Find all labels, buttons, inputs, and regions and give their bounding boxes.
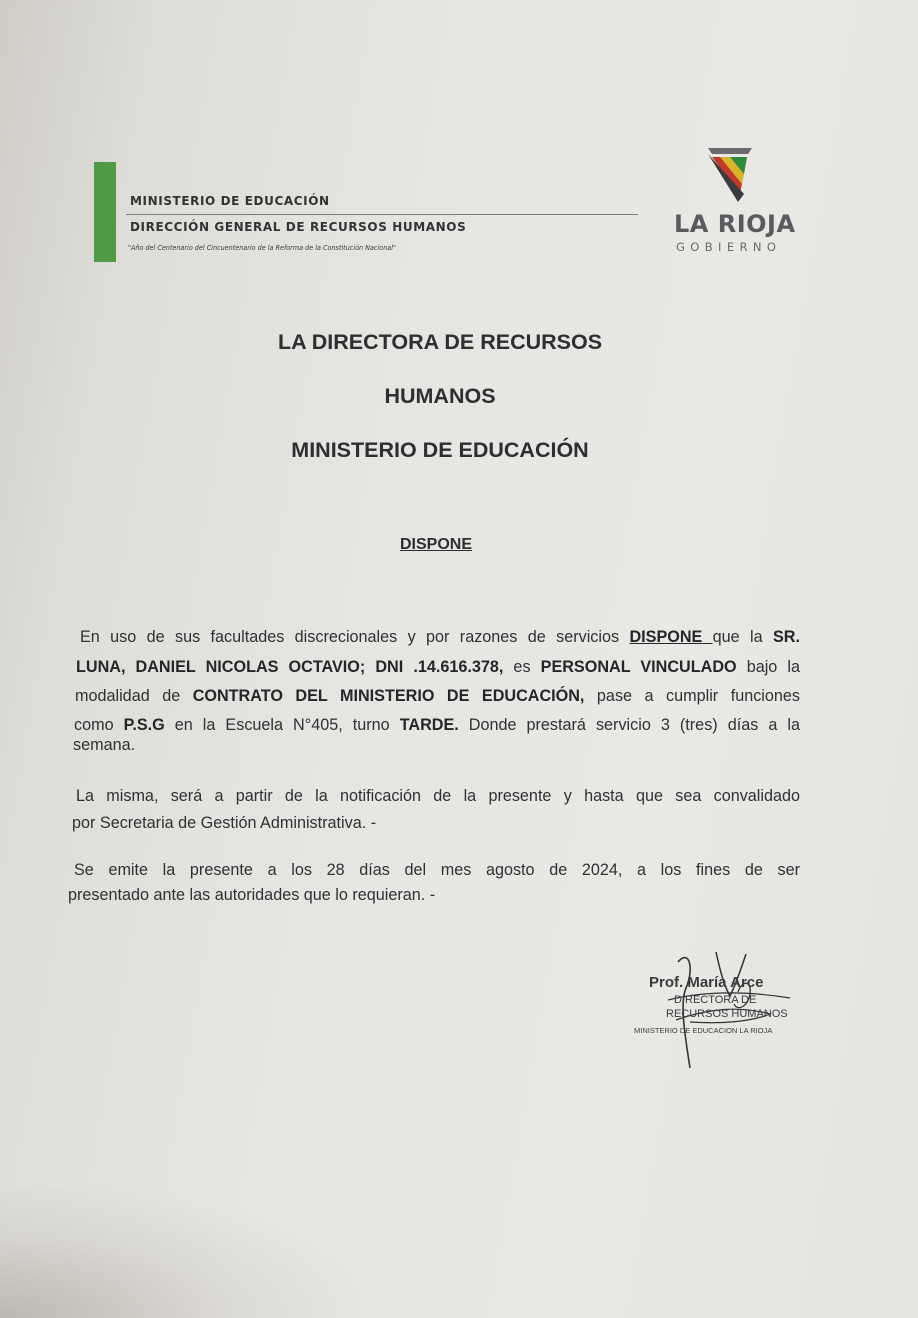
la-rioja-logo-icon bbox=[700, 144, 760, 204]
letterhead-motto: "Año del Centenario del Cincuentenario de la Reforma de la Constitución Nacional" bbox=[128, 244, 396, 252]
paragraph-1-line-1: En uso de sus facultades discrecionales y por razones de servicios DISPONE que la SR. bbox=[80, 628, 800, 646]
signatory-name: Prof. María Arce bbox=[649, 974, 764, 991]
paragraph-1-line-3: modalidad de CONTRATO DEL MINISTERIO DE EDUCACIÓN, pase a cumplir funciones bbox=[75, 687, 800, 705]
logo-title: LA RIOJA bbox=[674, 210, 796, 238]
signatory-title-2: RECURSOS HUMANOS bbox=[666, 1008, 788, 1020]
directorate-label: DIRECCIÓN GENERAL DE RECURSOS HUMANOS bbox=[130, 220, 467, 234]
heading-line-1: LA DIRECTORA DE RECURSOS bbox=[277, 330, 603, 354]
paragraph-1-line-5: semana. bbox=[73, 736, 136, 754]
signatory-title-3: MINISTERIO DE EDUCACION LA RIOJA bbox=[634, 1026, 773, 1035]
logo-subtitle: GOBIERNO bbox=[676, 240, 782, 254]
heading-line-2: HUMANOS bbox=[384, 384, 496, 408]
paragraph-1-line-2: LUNA, DANIEL NICOLAS OCTAVIO; DNI .14.616.378, es PERSONAL VINCULADO bajo la bbox=[76, 658, 800, 676]
signatory-title-1: DIRECTORA DE bbox=[674, 994, 757, 1006]
paragraph-2-line-2: por Secretaria de Gestión Administrativa. - bbox=[72, 814, 377, 832]
letterhead-divider bbox=[126, 214, 638, 215]
paragraph-3-line-2: presentado ante las autoridades que lo requieran. - bbox=[68, 886, 436, 904]
paragraph-3-line-1: Se emite la presente a los 28 días del mes agosto de 2024, a los fines de ser bbox=[74, 861, 800, 879]
ministry-label: MINISTERIO DE EDUCACIÓN bbox=[130, 194, 330, 208]
heading-line-3: MINISTERIO DE EDUCACIÓN bbox=[291, 438, 589, 462]
letterhead-green-bar bbox=[94, 162, 116, 262]
paragraph-1-line-4: como P.S.G en la Escuela N°405, turno TARDE. Donde prestará servicio 3 (tres) días a la bbox=[74, 716, 800, 734]
paragraph-2-line-1: La misma, será a partir de la notificación de la presente y hasta que sea convalidado bbox=[76, 787, 800, 805]
dispone-label: DISPONE bbox=[400, 536, 473, 553]
